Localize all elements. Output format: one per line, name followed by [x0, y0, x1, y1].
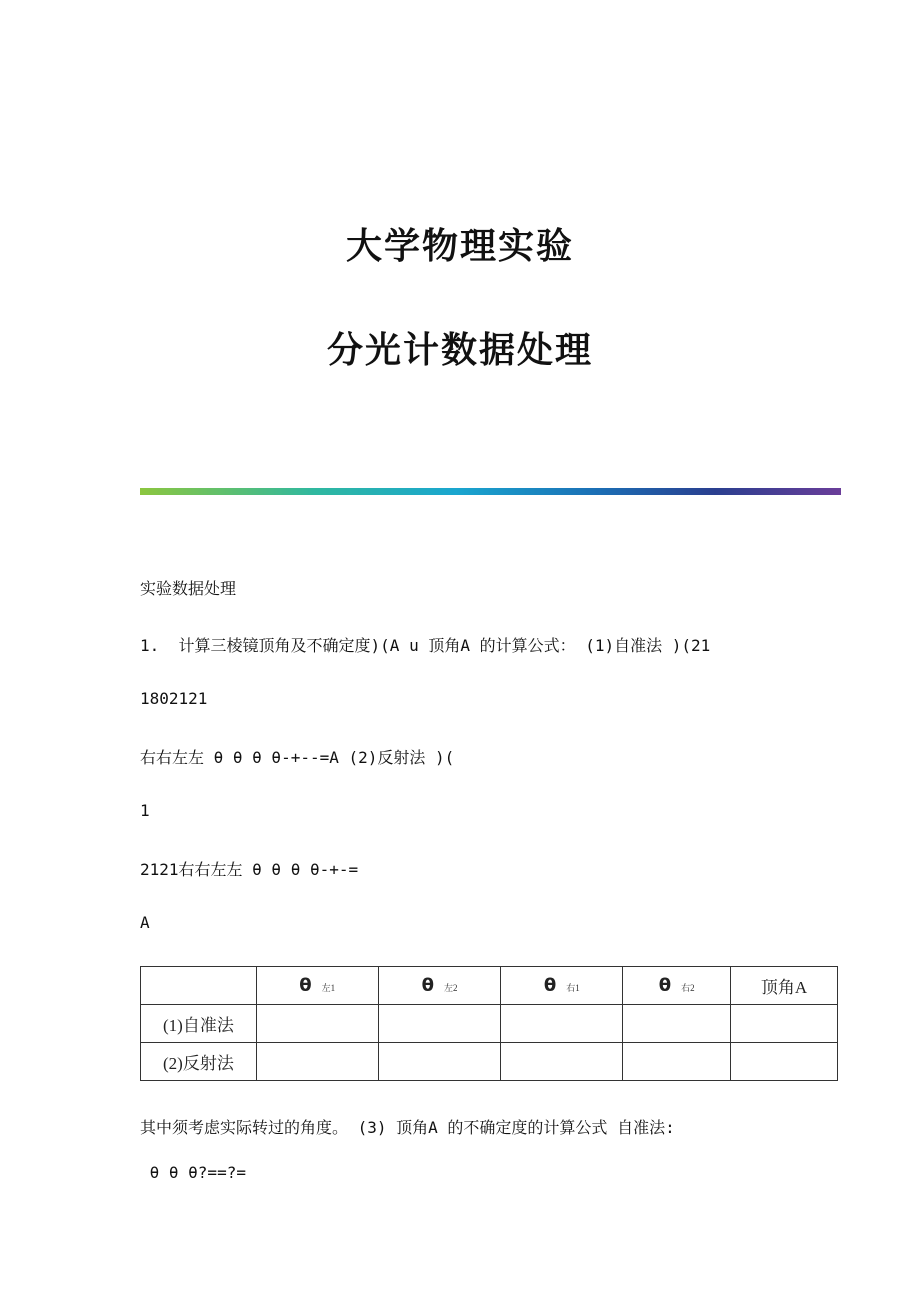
paragraph-line: 2121右右左左 θ θ θ θ-+-=	[140, 860, 359, 879]
measurement-table	[140, 966, 838, 1081]
table-cell	[731, 1005, 838, 1043]
table-header-cell: θ 左2	[378, 967, 501, 1005]
table-row-label: (2)反射法	[141, 1043, 257, 1081]
gradient-divider	[140, 488, 841, 495]
table-header-cell: θ 左1	[256, 967, 378, 1005]
table-header-cell: 顶角A	[731, 967, 838, 1005]
table-cell	[378, 1005, 501, 1043]
table-cell	[501, 1005, 623, 1043]
table-header-cell: θ 右2	[623, 967, 731, 1005]
paragraph-line: A	[140, 913, 150, 932]
table-cell	[378, 1043, 501, 1081]
table-cell	[256, 1005, 378, 1043]
table-row-label: (1)自准法	[141, 1005, 257, 1043]
paragraph-line: 右右左左 θ θ θ θ-+--=A (2)反射法 )(	[140, 748, 455, 767]
formula-line: θ θ θ?==?=	[140, 1163, 246, 1182]
section-heading: 实验数据处理	[140, 579, 237, 598]
table-row	[141, 1043, 838, 1081]
paragraph-line: 1. 计算三棱镜顶角及不确定度)(A u 顶角A 的计算公式： (1)自准法 )(21	[140, 636, 711, 655]
table-cell	[623, 1005, 731, 1043]
table-header-cell: θ 右1	[501, 967, 623, 1005]
document-subtitle: 分光计数据处理	[326, 329, 593, 371]
table-cell	[731, 1043, 838, 1081]
paragraph-line: 1	[140, 801, 150, 820]
table-header-row	[141, 967, 838, 1005]
table-cell	[623, 1043, 731, 1081]
paragraph-line: 其中须考虑实际转过的角度。 (3) 顶角A 的不确定度的计算公式 自准法:	[140, 1118, 675, 1137]
document-title: 大学物理实验	[345, 225, 574, 267]
table-corner-cell	[141, 967, 257, 1005]
paragraph-line: 1802121	[140, 689, 208, 708]
table-row	[141, 1005, 838, 1043]
table-cell	[256, 1043, 378, 1081]
table-cell	[501, 1043, 623, 1081]
